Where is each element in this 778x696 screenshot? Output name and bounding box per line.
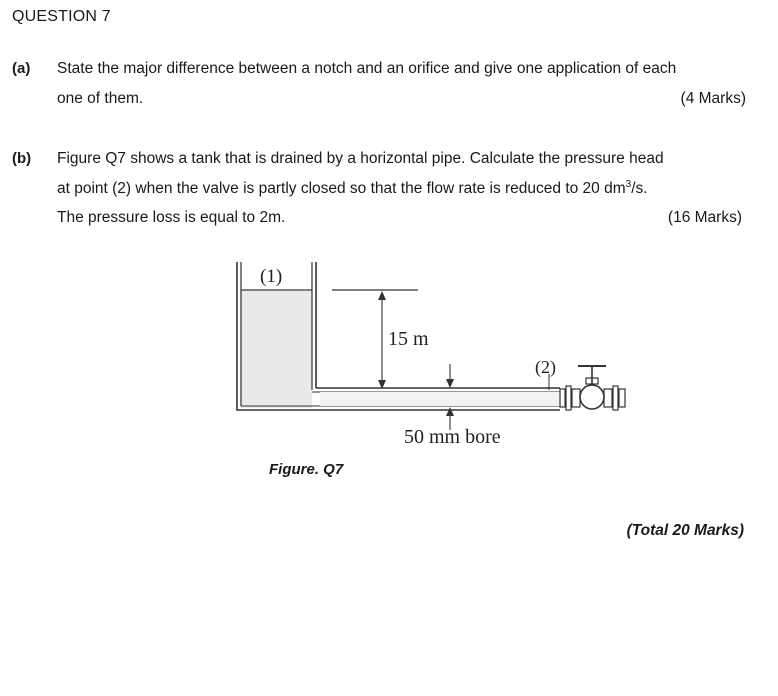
part-b-label: (b) bbox=[12, 150, 32, 167]
height-arrow-top bbox=[378, 291, 386, 300]
bore-arrow-top-head bbox=[446, 379, 454, 388]
height-label: 15 m bbox=[388, 328, 429, 350]
part-a-text-line-1: State the major difference between a notch and an orifice and give one application of each bbox=[57, 60, 677, 77]
total-marks: (Total 20 Marks) bbox=[626, 522, 744, 539]
part-a-label: (a) bbox=[12, 60, 31, 77]
pipe-fill bbox=[320, 392, 560, 406]
figure-caption: Figure. Q7 bbox=[269, 461, 344, 478]
part-b-marks: (16 Marks) bbox=[667, 209, 742, 226]
part-a-text-line-2: one of them. bbox=[57, 90, 144, 107]
bore-label: 50 mm bore bbox=[404, 426, 501, 448]
part-b-text-line-3: The pressure loss is equal to 2m. bbox=[57, 209, 286, 226]
part-b-text-line-1: Figure Q7 shows a tank that is drained by a horizontal pipe. Calculate the pressure head bbox=[57, 150, 664, 167]
part-b-text-line-2-end: /s. bbox=[631, 180, 648, 198]
part-a-marks: (4 Marks) bbox=[680, 90, 746, 107]
question-title: QUESTION 7 bbox=[12, 8, 111, 25]
point-1-label: (1) bbox=[260, 266, 283, 287]
part-b-superscript: 3 bbox=[625, 179, 632, 190]
part-b-text-line-2-main: at point (2) when the valve is partly closed so that the flow rate is reduced to 20 dm bbox=[57, 180, 626, 198]
valve-icon bbox=[560, 366, 625, 410]
tank-water bbox=[240, 291, 312, 408]
bore-arrow-bottom-head bbox=[446, 407, 454, 416]
point-2-label: (2) bbox=[535, 357, 556, 377]
